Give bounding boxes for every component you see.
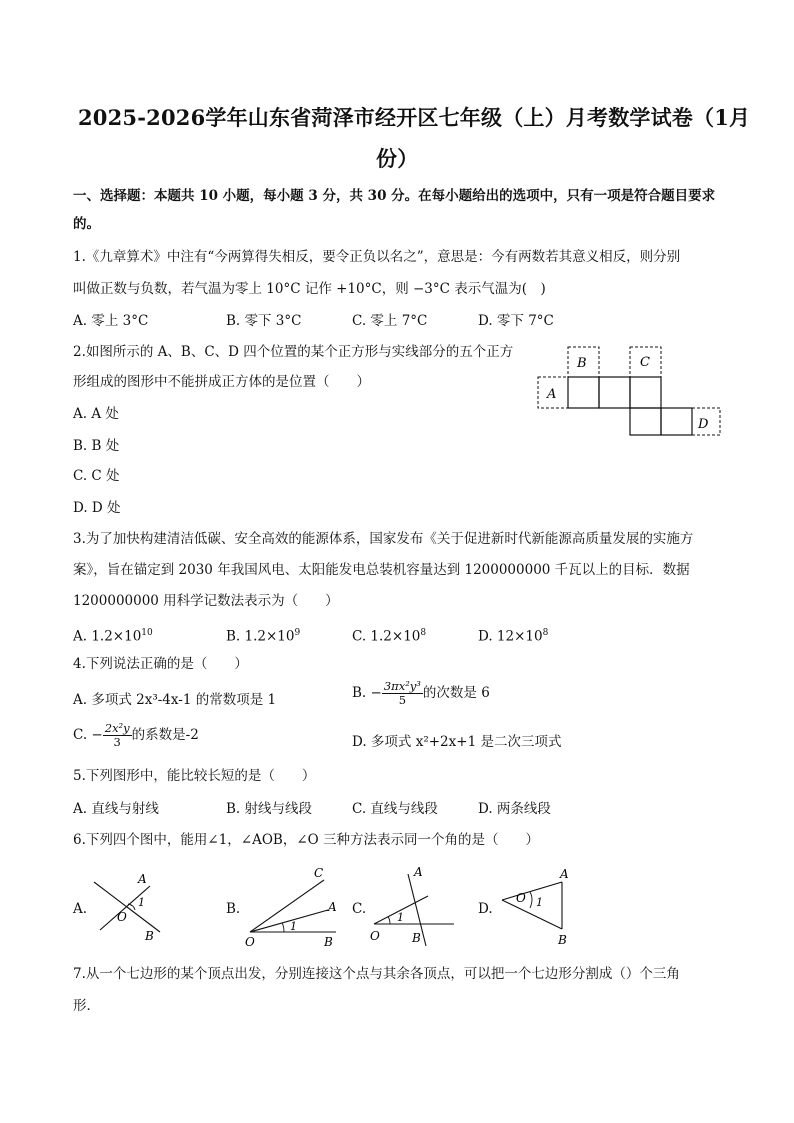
fig-a-label-o: O (117, 910, 127, 924)
q4-option-b-fraction (382, 680, 423, 707)
net-label-a: A (547, 387, 557, 402)
q7-stem-line1: 7.从一个七边形的某个顶点出发，分别连接这个点与其余各顶点，可以把一个七边形分割成（）个三角 (73, 966, 680, 982)
net-square-1 (568, 377, 599, 408)
q2-option-c[interactable]: C. C 处 (73, 468, 120, 484)
q1-option-d[interactable]: D. 零下 7°C (478, 313, 554, 329)
q2-stem-line2: 形组成的图形中不能拼成正方体的是位置（ ） (73, 374, 370, 390)
q3-stem-line1: 3.为了加快构建清洁低碳、安全高效的能源体系，国家发布《关于促进新时代新能源高质量发展的实施方 (73, 531, 694, 547)
fig-d-label-o: O (516, 891, 526, 905)
q2-stem-line1: 2.如图所示的 A、B、C、D 四个位置的某个正方形与实线部分的五个正方 (73, 344, 514, 360)
net-square-5 (661, 408, 692, 435)
q6-option-c-letter[interactable]: C. (352, 901, 367, 917)
q1-option-a[interactable]: A. 零上 3°C (73, 313, 149, 329)
section-heading: 一、选择题：本题共 10 小题，每小题 3 分，共 30 分。在每小题给出的选项中，只有一项是符合题目要求 (73, 188, 716, 204)
fig-b-label-1: 1 (290, 920, 297, 933)
net-label-d: D (698, 417, 709, 432)
net-square-4 (630, 408, 661, 435)
q4-option-c-fraction (103, 722, 132, 749)
fig-d-label-1: 1 (536, 896, 543, 909)
q6-figure-d[interactable] (492, 862, 582, 952)
q5-option-c[interactable]: C. 直线与线段 (352, 801, 438, 817)
q3-option-a-exp: 10 (141, 628, 153, 638)
q4-option-c-prefix: C. − (73, 727, 103, 743)
net-square-3 (630, 377, 661, 408)
q1-option-c[interactable]: C. 零上 7°C (352, 313, 428, 329)
exam-title-line1: 2025-2026学年山东省菏泽市经开区七年级（上）月考数学试卷（1月 (78, 105, 751, 130)
q6-figure-a[interactable] (88, 864, 168, 944)
q6-stem: 6.下列四个图中，能用∠1，∠AOB，∠O 三种方法表示同一个角的是（ ） (73, 832, 539, 848)
fig-c-label-1: 1 (397, 911, 404, 924)
q1-stem-line1: 1.《九章算术》中注有“今两算得失相反，要令正负以名之”，意思是：今有两数若其意义相反，则分别 (73, 249, 681, 265)
q2-option-d[interactable]: D. D 处 (73, 500, 121, 516)
q3-stem-line3: 1200000000 用科学记数法表示为（ ） (73, 593, 339, 609)
q6-option-b-letter[interactable]: B. (226, 901, 241, 917)
net-square-2 (599, 377, 630, 408)
q4-stem: 4.下列说法正确的是（ ） (73, 656, 248, 672)
q6-option-a-letter[interactable]: A. (73, 901, 88, 917)
exam-title-line2: 份） (376, 146, 419, 171)
q3-option-b-exp: 9 (294, 628, 301, 638)
fig-b-label-o: O (245, 935, 255, 949)
q6-option-d-letter[interactable]: D. (478, 901, 493, 917)
q6-figure-b[interactable] (240, 860, 345, 950)
q1-stem-line2: 叫做正数与负数，若气温为零上 10°C 记作 +10°C，则 −3°C 表示气温为( ) (73, 281, 546, 297)
fig-d-label-b: B (558, 933, 567, 947)
q4-option-c[interactable] (73, 722, 199, 749)
q1-option-b[interactable]: B. 零下 3°C (226, 313, 302, 329)
q6-figure-c[interactable] (366, 862, 461, 950)
section-heading-cont: 的。 (73, 216, 100, 232)
fig-c-label-a: A (414, 865, 423, 879)
q3-option-a[interactable] (73, 623, 153, 647)
q2-option-a[interactable]: A. A 处 (73, 406, 119, 422)
q4-option-c-numerator: 2x²y (104, 721, 130, 735)
q4-option-c-denominator: 3 (113, 735, 121, 749)
q4-option-b-suffix: 的次数是 6 (422, 685, 490, 701)
q3-option-d-exp: 8 (542, 628, 549, 638)
q7-stem-line2: 形． (73, 998, 100, 1014)
q4-option-d[interactable]: D. 多项式 x²+2x+1 是二次三项式 (352, 734, 562, 750)
fig-d-label-a: A (560, 867, 569, 881)
fig-a-label-a: A (138, 872, 147, 886)
fig-b-label-a: A (328, 900, 337, 914)
q4-option-a[interactable]: A. 多项式 2x³-4x-1 的常数项是 1 (73, 692, 277, 708)
q5-stem: 5.下列图形中，能比较长短的是（ ） (73, 768, 316, 784)
q5-option-d[interactable]: D. 两条线段 (478, 801, 551, 817)
q3-option-d[interactable] (478, 623, 548, 647)
q3-option-c-base: C. 1.2×10 (352, 628, 421, 645)
q3-stem-line2: 案》，旨在锚定到 2030 年我国风电、太阳能发电总装机容量达到 1200000000 千瓦以上的目标．数据 (73, 562, 690, 578)
q3-option-b-base: B. 1.2×10 (226, 628, 295, 645)
q3-option-b[interactable] (226, 623, 300, 647)
q4-option-b-numerator: 3πx²y³ (383, 679, 421, 693)
q3-option-d-base: D. 12×10 (478, 628, 543, 645)
q4-option-b[interactable] (352, 680, 490, 707)
fig-b-label-b: B (324, 935, 333, 949)
q2-option-b[interactable]: B. B 处 (73, 438, 120, 454)
net-label-c: C (640, 355, 650, 370)
fig-c-label-o: O (370, 929, 380, 943)
q5-option-b[interactable]: B. 射线与线段 (226, 801, 313, 817)
q3-option-c[interactable] (352, 623, 426, 647)
q4-option-b-denominator: 5 (398, 693, 407, 707)
q3-option-c-exp: 8 (420, 628, 427, 638)
q5-option-a[interactable]: A. 直线与射线 (73, 801, 159, 817)
fig-a-label-1: 1 (138, 896, 145, 909)
cube-net-figure (535, 345, 725, 440)
fig-a-label-b: B (145, 929, 154, 943)
q4-option-b-prefix: B. − (352, 685, 382, 701)
fig-b-label-c: C (314, 866, 324, 880)
q4-option-c-suffix: 的系数是-2 (131, 727, 199, 743)
q3-option-a-base: A. 1.2×10 (73, 628, 142, 645)
fig-c-label-b: B (412, 931, 421, 945)
net-label-b: B (577, 356, 587, 371)
